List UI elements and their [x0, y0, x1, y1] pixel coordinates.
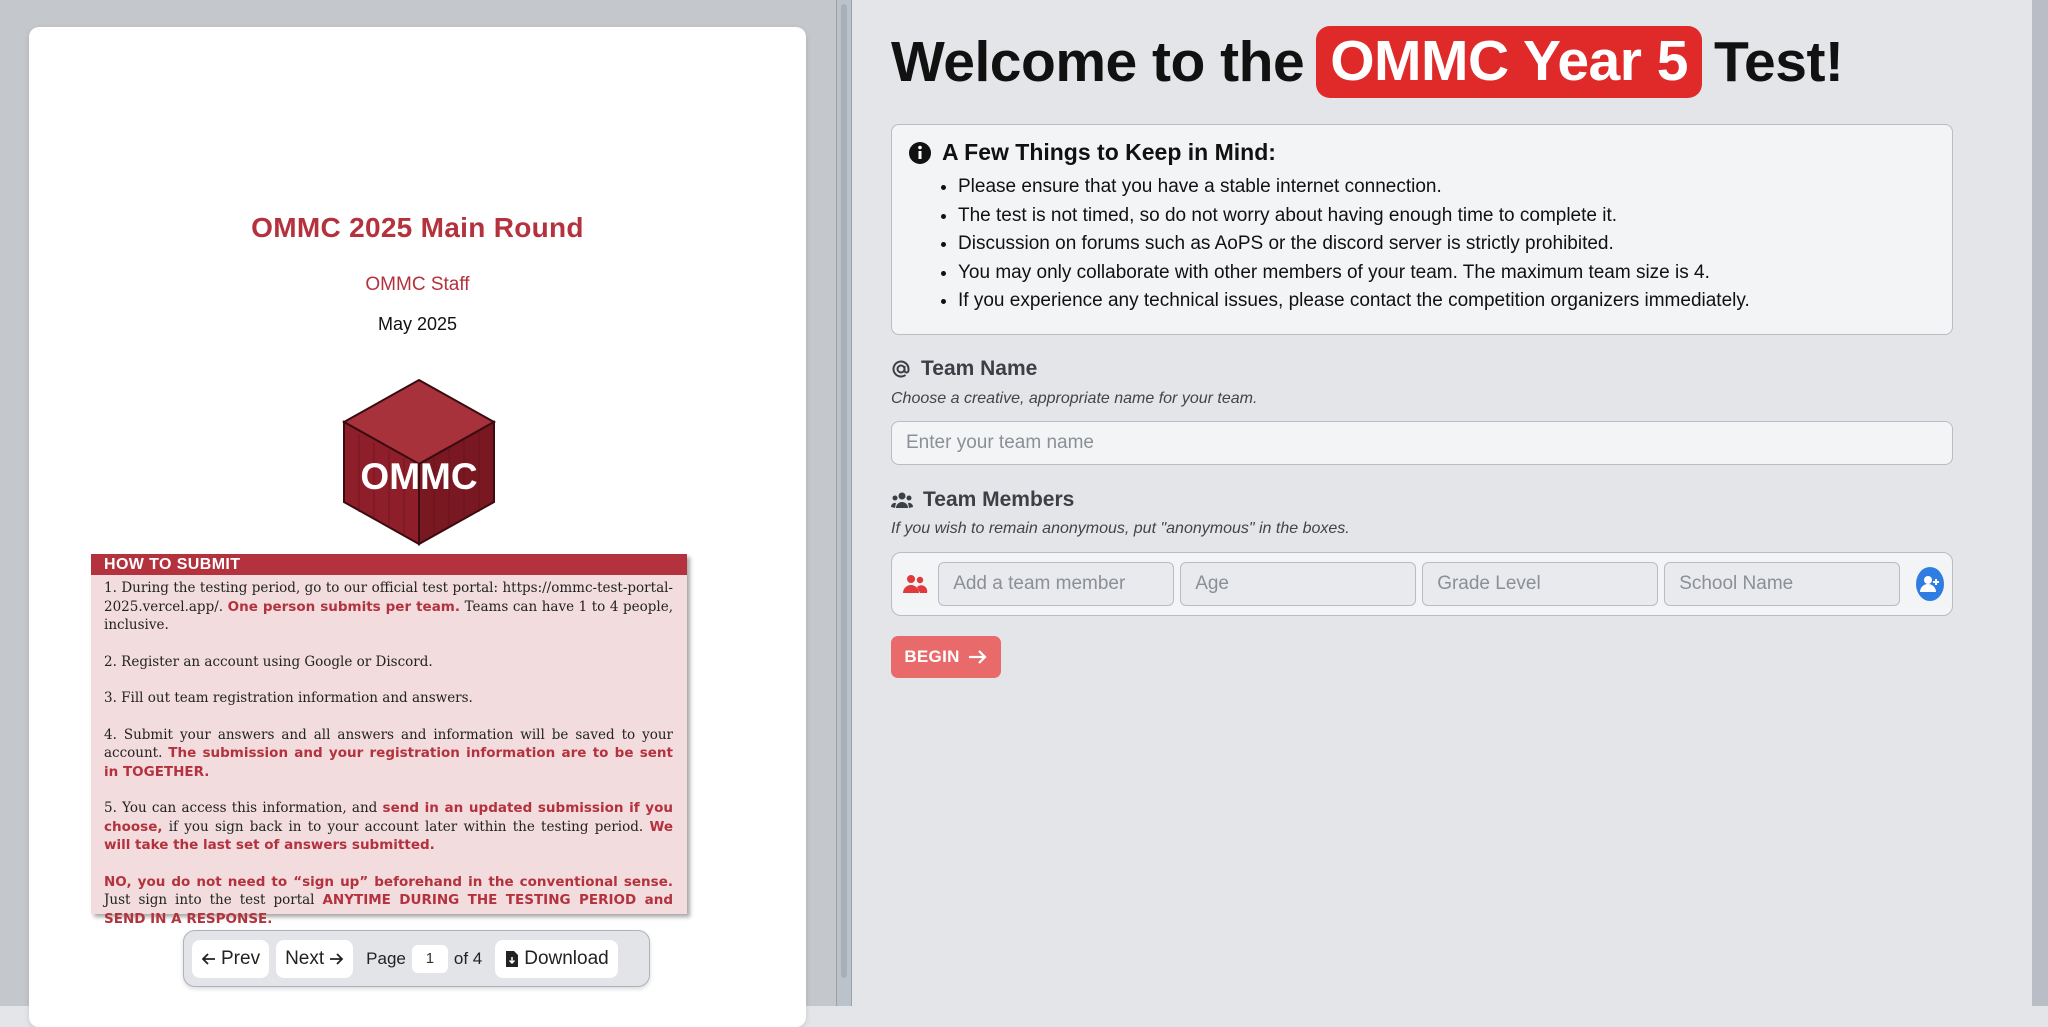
step4-text: 4. Submit your answers and all answers and information will be saved to your account. [104, 726, 673, 761]
howto-step-3: 3. Fill out team registration information and answers. [104, 690, 473, 706]
pdf-author: OMMC Staff [365, 274, 470, 295]
add-member-button[interactable] [1916, 567, 1944, 601]
notes-title-text: A Few Things to Keep in Mind: [942, 139, 1276, 165]
step4-highlight: The submission and your registration information are to be sent in TOGETHER. [104, 745, 673, 780]
info-icon [908, 141, 932, 165]
step5-text: 5. You can access this information, and [104, 800, 378, 816]
title-badge: OMMC Year 5 [1316, 26, 1702, 98]
step5-highlight-1: send in an updated submission if you choose, [104, 800, 673, 835]
howto-step-5 [104, 799, 673, 855]
member-age-input[interactable] [1180, 562, 1416, 606]
note-item: • The test is not timed, so do not worry about having enough time to complete it. [958, 202, 1936, 231]
pdf-title: OMMC 2025 Main Round [251, 212, 584, 243]
page-title [891, 26, 1843, 98]
pdf-toolbar [183, 930, 650, 987]
file-download-icon [504, 950, 520, 968]
member-school-input[interactable] [1664, 562, 1900, 606]
member-name-input[interactable] [938, 562, 1174, 606]
team-name-hint: Choose a creative, appropriate name for your team. [891, 390, 1258, 407]
notes-title [908, 139, 1936, 166]
note-item: • Discussion on forums such as AoPS or the discord server is strictly prohibited. [958, 230, 1936, 259]
next-label: Next [285, 947, 325, 969]
users-icon [891, 491, 913, 509]
team-members-label: Team Members [923, 488, 1075, 511]
note-item: • You may only collaborate with other members of your team. The maximum team size is 4. [958, 259, 1936, 288]
at-sign-icon [891, 359, 911, 379]
note-highlight-1: NO, you do not need to “sign up” beforehand in the conventional sense. [104, 873, 673, 890]
page-indicator [360, 945, 488, 973]
howto-note [104, 873, 673, 929]
pane-divider-scrollbar[interactable] [836, 0, 852, 1006]
team-member-row [891, 552, 1953, 616]
team-members-heading [891, 488, 1074, 512]
arrow-right-icon [328, 951, 344, 967]
add-user-icon [1920, 575, 1940, 593]
team-name-input[interactable] [891, 421, 1953, 465]
title-prefix: Welcome to the [891, 30, 1305, 94]
page-total: of 4 [453, 948, 483, 968]
page-number-input[interactable] [412, 945, 448, 973]
arrow-left-icon [201, 951, 217, 967]
howto-step-1 [104, 579, 673, 635]
right-scrollbar[interactable] [2032, 0, 2048, 1006]
user-group-icon [903, 574, 927, 594]
ommc-cube-logo [339, 352, 499, 552]
note-item: • Please ensure that you have a stable internet connection. [958, 173, 1936, 202]
how-to-submit-heading: HOW TO SUBMIT [91, 554, 687, 575]
prev-label: Prev [221, 947, 261, 969]
step5-highlight-2: We will take the last set of answers submitted. [104, 818, 674, 853]
member-grade-input[interactable] [1422, 562, 1658, 606]
page-label: Page [366, 948, 406, 968]
team-name-label: Team Name [921, 357, 1038, 380]
note-highlight-2: ANYTIME DURING THE TESTING PERIOD and SEND IN A RESPONSE. [104, 892, 673, 927]
note-item: • If you experience any technical issues, please contact the competition organizers immediately. [958, 287, 1936, 316]
begin-button[interactable] [891, 636, 1001, 678]
how-to-submit-body [91, 575, 687, 928]
step1-tail: Teams can have 1 to 4 people, inclusive. [104, 598, 673, 633]
download-label: Download [524, 947, 609, 969]
logo-text: OMMC [360, 456, 478, 497]
howto-step-4 [104, 726, 673, 782]
how-to-submit-box [91, 554, 687, 927]
begin-label: BEGIN [904, 647, 960, 666]
prev-page-button[interactable] [192, 940, 269, 978]
pdf-date: May 2025 [377, 314, 458, 334]
note-mid: Just sign into the test portal [104, 892, 315, 908]
download-button[interactable] [495, 940, 618, 978]
step5-mid: if you sign back in to your account later within the testing period. [168, 818, 644, 835]
next-page-button[interactable] [276, 940, 353, 978]
arrow-right-icon [968, 649, 988, 665]
notes-list [908, 173, 1936, 316]
step1-text: 1. During the testing period, go to our official test portal: https://ommc-test-portal-2025.vercel.app/. [104, 580, 673, 615]
team-name-heading [891, 357, 1037, 381]
step1-highlight: One person submits per team. [227, 598, 460, 615]
notes-box [891, 124, 1953, 335]
member-row-icon-wrap [902, 574, 928, 594]
team-members-hint: If you wish to remain anonymous, put "anonymous" in the boxes. [891, 520, 1350, 537]
howto-step-2: 2. Register an account using Google or Discord. [104, 653, 433, 670]
registration-pane [852, 0, 2032, 1006]
pdf-viewer-pane[interactable] [0, 0, 836, 1006]
title-suffix: Test! [1713, 30, 1844, 94]
scroll-thumb[interactable] [841, 4, 847, 978]
